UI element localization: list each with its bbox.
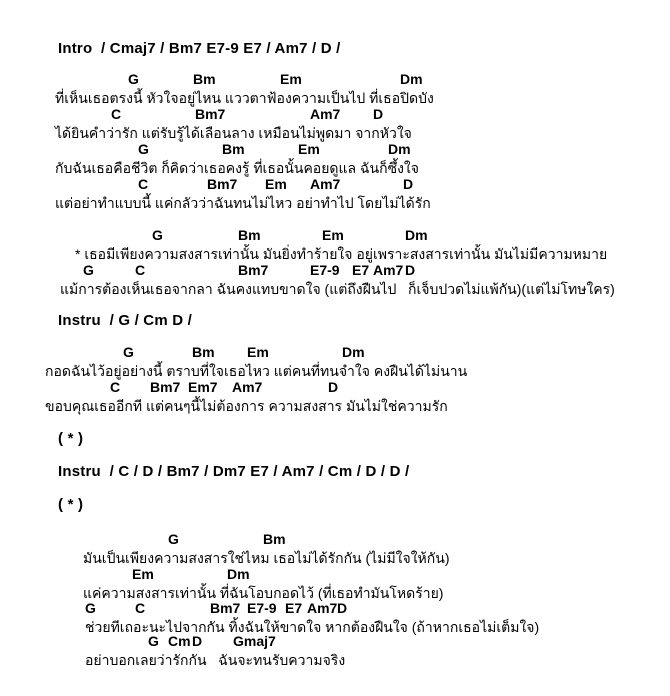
chord: Cm	[168, 633, 191, 649]
chord: G	[128, 71, 139, 87]
lyric-line	[0, 244, 670, 262]
chord: Em	[265, 176, 287, 192]
chord: C	[138, 176, 149, 192]
lyric-text: ได้ยินคำว่ารัก แต่รับรู้ได้เลือนลาง เหมือนไม่พูดมา จากหัวใจ	[55, 125, 412, 141]
chord: Bm	[192, 344, 215, 360]
lyric-line	[0, 650, 670, 668]
chord: G	[85, 600, 96, 616]
lyric-text: * เธอมีเพียงความสงสารเท่านั้น มันยิ่งทำร้ายใจ อยู่เพราะสงสารเท่านั้น มันไม่มีความหมาย	[75, 246, 608, 262]
chord-line	[0, 600, 670, 615]
chord: D	[192, 633, 203, 649]
lyric-text: ที่เห็นเธอตรงนี้ หัวใจอยู่ไหน แววตาฟ้องความเป็นไป ที่เธอปิดบัง	[55, 90, 434, 106]
section-header	[0, 312, 670, 330]
chord: E7-9	[310, 262, 340, 278]
chord: Bm7	[150, 379, 181, 395]
lyric-line	[0, 396, 670, 414]
chord-line	[0, 633, 670, 648]
section-header-text: Instru / G / Cm D /	[58, 312, 193, 329]
chord: Bm	[193, 71, 216, 87]
chord: Am7	[310, 106, 341, 122]
chord: Bm	[263, 531, 286, 547]
lyric-line	[0, 583, 670, 601]
section-header	[0, 40, 670, 58]
lyric-line	[0, 88, 670, 106]
chord: Am7	[307, 600, 338, 616]
lyric-line	[0, 548, 670, 566]
chord: E7-9	[247, 600, 277, 616]
chord: Bm7	[210, 600, 241, 616]
chord: Em7	[188, 379, 218, 395]
chord-line	[0, 566, 670, 581]
chord: Bm7	[238, 262, 269, 278]
chord: Am7	[232, 379, 263, 395]
chord-line	[0, 379, 670, 394]
lyric-text: ช่วยทีเถอะนะไปจากกัน ทิ้งฉันให้ขาดใจ หากต้องฝืนใจ (ถ้าหากเธอไม่เต็มใจ)	[85, 619, 540, 635]
chord-line	[0, 344, 670, 359]
chord: G	[138, 141, 149, 157]
section-header	[0, 496, 670, 514]
chord: D	[328, 379, 339, 395]
chord: Em	[132, 566, 154, 582]
lyric-line	[0, 158, 670, 176]
chord-line	[0, 227, 670, 242]
chord: Dm	[388, 141, 411, 157]
section-header-text: ( * )	[58, 430, 84, 447]
chord: Bm	[238, 227, 261, 243]
chord-line	[0, 531, 670, 546]
section-header-text: Intro / Cmaj7 / Bm7 E7-9 E7 / Am7 / D /	[58, 40, 341, 57]
lyric-line	[0, 193, 670, 211]
chord: D	[337, 600, 348, 616]
lyric-text: ขอบคุณเธออีกที แต่คนๆนี้ไม่ต้องการ ความสงสาร มันไม่ใช่ความรัก	[45, 398, 448, 414]
chord: C	[111, 106, 122, 122]
chord-line	[0, 176, 670, 191]
chord: G	[148, 633, 159, 649]
chord: Dm	[342, 344, 365, 360]
chord: Am7	[373, 262, 404, 278]
chord: C	[110, 379, 121, 395]
lyric-text: กอดฉันไว้อยู่อย่างนี้ ตราบที่ใจเธอไหว แต่คนที่ทนจำใจ คงฝืนได้ไม่นาน	[45, 363, 468, 379]
lyric-line	[0, 123, 670, 141]
lyric-text: กับฉันเธอคือชีวิต ก็คิดว่าเธอคงรู้ ที่เธอนั้นคอยดูแล ฉันก็ซึ้งใจ	[55, 160, 419, 176]
chord-line	[0, 141, 670, 156]
lyric-text: แต่อย่าทำแบบนี้ แค่กลัวว่าฉันทนไม่ไหว อย่าทำไป โดยไม่ได้รัก	[55, 195, 431, 211]
chord: Em	[322, 227, 344, 243]
chord: Gmaj7	[233, 633, 276, 649]
lyric-line	[0, 279, 670, 297]
chord: D	[403, 176, 414, 192]
chord: Dm	[227, 566, 250, 582]
section-header	[0, 463, 670, 481]
lyric-text: มันเป็นเพียงความสงสารใช่ไหม เธอไม่ได้รักกัน (ไม่มีใจให้กัน)	[83, 550, 450, 566]
lyric-text: อย่าบอกเลยว่ารักกัน ฉันจะทนรับความจริง	[85, 652, 346, 668]
chord-line	[0, 106, 670, 121]
chord: Em	[298, 141, 320, 157]
chord: G	[123, 344, 134, 360]
chord: G	[83, 262, 94, 278]
chord: Bm7	[195, 106, 226, 122]
section-header-text: ( * )	[58, 496, 84, 513]
chord: D	[373, 106, 384, 122]
chord: G	[168, 531, 179, 547]
section-header	[0, 430, 670, 448]
chord-line	[0, 71, 670, 86]
chord-line	[0, 262, 670, 277]
lyric-line	[0, 361, 670, 379]
chord: Em	[280, 71, 302, 87]
chord: Am7	[310, 176, 341, 192]
chord: E7	[352, 262, 370, 278]
chord: C	[135, 262, 146, 278]
chord: Bm	[222, 141, 245, 157]
chord: D	[405, 262, 416, 278]
lyric-text: แค่ความสงสารเท่านั้น ที่ฉันโอบกอดไว้ (ที่เธอทำมันโหดร้าย)	[83, 585, 444, 601]
chord: Bm7	[207, 176, 238, 192]
lyric-text: แม้การต้องเห็นเธอจากลา ฉันคงแทบขาดใจ (แต่ถึงฝืนไป ก็เจ็บปวดไม่แพ้กัน)(แต่ไม่โทษใคร)	[60, 281, 615, 297]
chord: G	[152, 227, 163, 243]
chord: Em	[247, 344, 269, 360]
section-header-text: Instru / C / D / Bm7 / Dm7 E7 / Am7 / Cm / D / D /	[58, 463, 410, 480]
chord: Dm	[400, 71, 423, 87]
chord: Dm	[405, 227, 428, 243]
chord: E7	[285, 600, 303, 616]
chord: C	[135, 600, 146, 616]
